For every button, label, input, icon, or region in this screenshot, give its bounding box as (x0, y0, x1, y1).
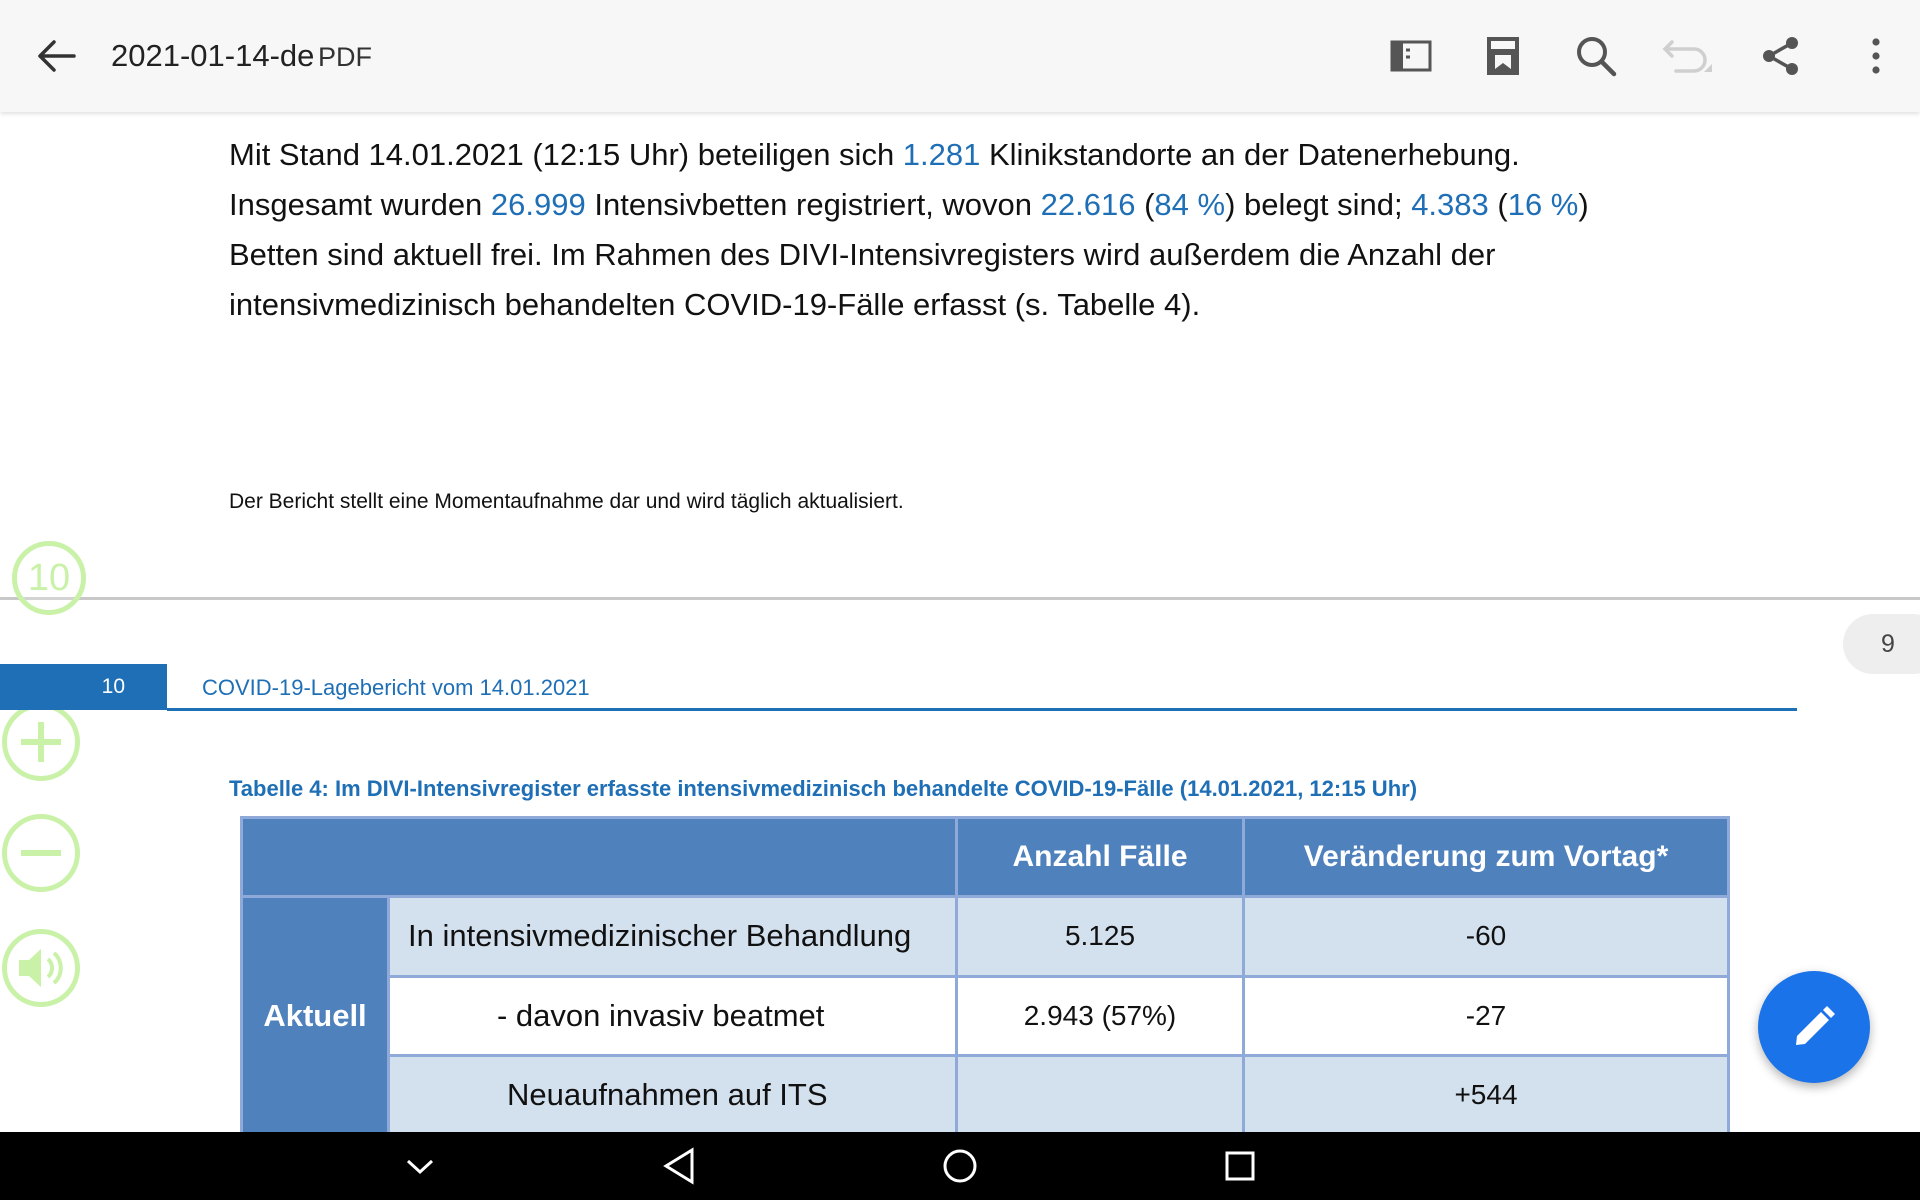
table-row (242, 1055, 1729, 1134)
text-run: Klinikstandorte an der Datenerhebung. (980, 137, 1520, 172)
minus-icon (16, 828, 66, 878)
page-number: 10 (101, 675, 125, 698)
edit-fab-button[interactable] (1758, 971, 1870, 1083)
recents-square-icon[interactable] (1200, 1132, 1280, 1200)
registered-beds-value: 26.999 (490, 187, 586, 222)
system-nav-bar (0, 1132, 1920, 1200)
row-label: Neuaufnahmen auf ITS (389, 1055, 957, 1134)
row-group-label: Aktuell (242, 897, 389, 1135)
table-row (242, 897, 1729, 976)
table-caption: Tabelle 4: Im DIVI-Intensivregister erfasste intensivmedizinisch behandelte COVID-19-Fälle (14.01.2021, 12:15 Uhr) (229, 776, 1418, 801)
page-number-block (0, 664, 167, 710)
table-header-cell: Anzahl Fälle (957, 818, 1244, 897)
read-aloud-button[interactable] (2, 929, 80, 1007)
header-rule (167, 708, 1797, 711)
table-header-cell: Veränderung zum Vortag* (1244, 818, 1729, 897)
page-layout-icon[interactable] (1475, 28, 1531, 84)
page-number-badge-label: 10 (27, 556, 71, 599)
zoom-in-button[interactable] (2, 703, 80, 781)
text-run: ) (1578, 187, 1589, 222)
search-icon[interactable] (1568, 28, 1624, 84)
table-header-cell (242, 818, 957, 897)
home-circle-icon[interactable] (920, 1132, 1000, 1200)
undo-icon[interactable] (1660, 28, 1716, 84)
back-arrow-icon[interactable] (28, 28, 84, 84)
page-indicator: 9 (1843, 614, 1920, 674)
free-beds-value: 4.383 (1411, 187, 1489, 222)
icu-cases-table (240, 816, 1730, 1136)
page-separator (0, 597, 1920, 600)
clinic-count-value: 1.281 (902, 137, 981, 172)
document-title: 2021-01-14-de (111, 38, 315, 73)
paragraph-line: intensivmedizinisch behandelten COVID-19-Fälle erfasst (s. Tabelle 4). (229, 287, 1201, 322)
sidebar-panel-icon[interactable] (1383, 28, 1439, 84)
pencil-icon (1791, 1004, 1837, 1050)
text-run: Mit Stand 14.01.2021 (12:15 Uhr) beteiligen sich (229, 137, 903, 172)
text-run: ) belegt sind; (1225, 187, 1412, 222)
speaker-icon (15, 945, 67, 991)
occupied-beds-value: 22.616 (1040, 187, 1136, 222)
document-type-label: PDF (318, 42, 372, 72)
share-icon[interactable] (1753, 28, 1809, 84)
zoom-out-button[interactable] (2, 814, 80, 892)
occupied-percent-value: 84 % (1154, 187, 1226, 222)
text-run: ( (1488, 187, 1508, 222)
table-row (242, 976, 1729, 1055)
plus-icon (16, 717, 66, 767)
text-run: ( (1135, 187, 1155, 222)
back-triangle-icon[interactable] (639, 1132, 719, 1200)
change-cell: +544 (1244, 1055, 1729, 1134)
count-cell: 2.943 (57%) (957, 976, 1244, 1055)
row-label: In intensivmedizinischer Behandlung (389, 897, 957, 976)
paragraph-line (229, 130, 1689, 180)
intro-paragraph (229, 130, 1689, 330)
app-toolbar (0, 0, 1920, 112)
report-note: Der Bericht stellt eine Momentaufnahme dar und wird täglich aktualisiert. (229, 490, 904, 513)
chevron-down-icon[interactable] (380, 1132, 460, 1200)
count-cell (957, 1055, 1244, 1134)
more-vert-icon[interactable] (1848, 28, 1904, 84)
change-cell: -27 (1244, 976, 1729, 1055)
row-label: - davon invasiv beatmet (389, 976, 957, 1055)
change-cell: -60 (1244, 897, 1729, 976)
page-number-badge[interactable] (12, 541, 86, 615)
table-header-row (242, 818, 1729, 897)
text-run: Intensivbetten registriert, wovon (585, 187, 1041, 222)
count-cell: 5.125 (957, 897, 1244, 976)
report-header-title: COVID-19-Lagebericht vom 14.01.2021 (202, 675, 590, 700)
free-percent-value: 16 % (1507, 187, 1579, 222)
paragraph-line (229, 180, 1689, 230)
text-run: Insgesamt wurden (229, 187, 491, 222)
paragraph-line: Betten sind aktuell frei. Im Rahmen des DIVI-Intensivregisters wird außerdem die Anzahl der (229, 237, 1496, 272)
